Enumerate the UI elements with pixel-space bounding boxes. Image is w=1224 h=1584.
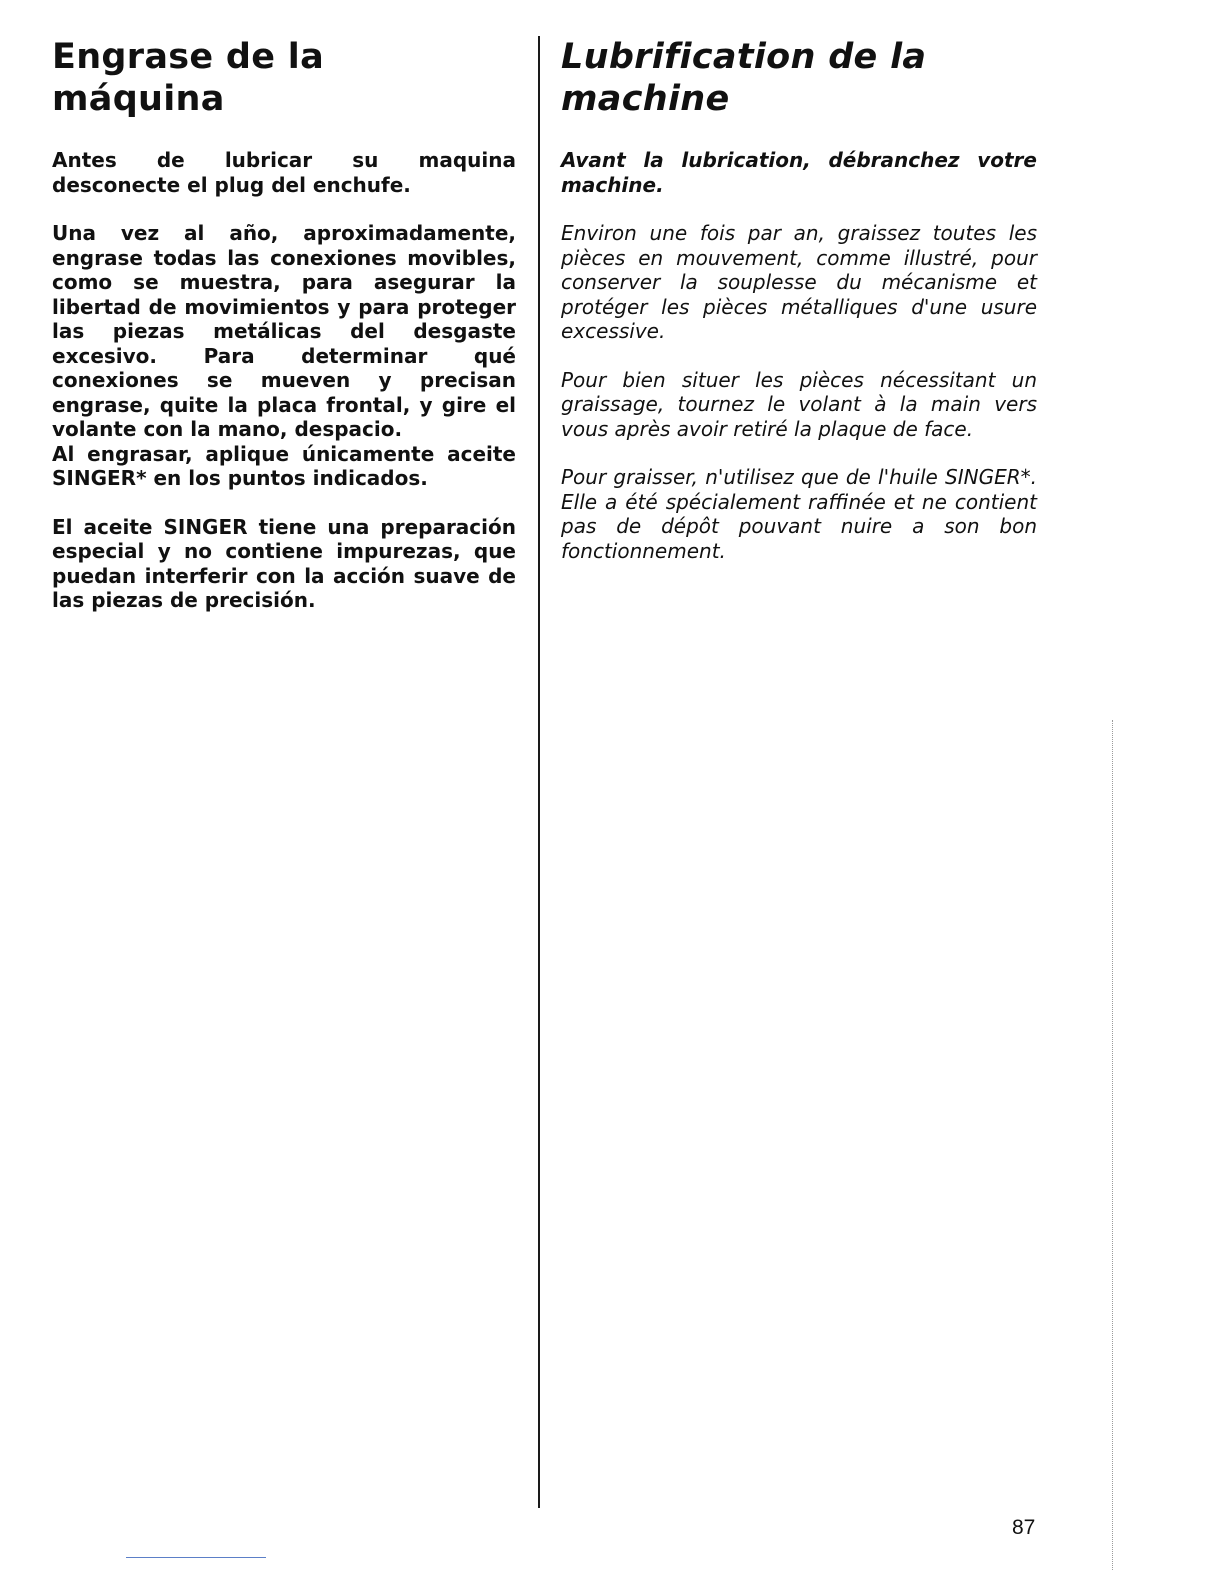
scan-margin-line [126,1557,266,1558]
french-column [561,36,1037,587]
french-locating-parts: Pour bien situer les pièces nécessitant un graissage, tournez le volant à la main vers vous après avoir retiré la plaque de face. [561,367,1037,441]
spanish-oil-note: Al engrasar, aplique únicamente aceite SINGER* en los puntos indicados. [52,441,516,490]
spanish-title [52,36,516,120]
spanish-title-line2: máquina [52,79,225,119]
scan-edge-marks [1112,720,1114,1570]
spanish-column [52,36,516,637]
spanish-warning: Antes de lubricar su maquina desconecte el plug del enchufe. [52,148,516,197]
french-title-line2: machine [561,79,730,119]
spanish-oil-description: El aceite SINGER tiene una preparación especial y no contiene impurezas, que puedan interferir con la acción suave de las piezas de precisión. [52,514,516,612]
french-oil-note: Pour graisser, n'utilisez que de l'huile SINGER*. Elle a été spécialement raffinée et ne contient pas de dépôt pouvant nuire a son bon fonctionnement. [561,465,1037,563]
column-divider [538,36,540,1508]
french-title-line1: Lubrification de la [561,37,927,77]
page-number: 87 [1012,1516,1036,1539]
spanish-title-line1: Engrase de la [52,37,325,77]
french-warning: Avant la lubrication, débranchez votre machine. [561,148,1037,197]
french-instructions: Environ une fois par an, graissez toutes les pièces en mouvement, comme illustré, pour conserver la souplesse du mécanisme et protéger les pièces métalliques d'une usure excessive. [561,221,1037,343]
french-title [561,36,1037,120]
spanish-instructions: Una vez al año, aproximadamente, engrase todas las conexiones movibles, como se muestra, para asegurar la libertad de movimientos y para proteger las piezas metálicas del desgaste excesivo. Para determinar qué conexiones se mueven y precisan engrase, quite la placa frontal, y gire el volante con la mano, despacio. [52,221,516,441]
